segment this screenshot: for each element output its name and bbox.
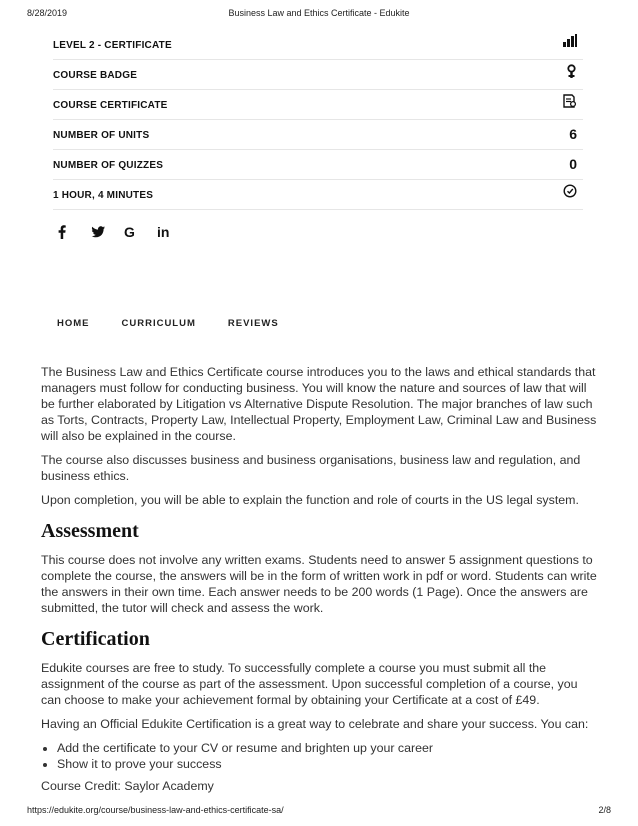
social-share-bar [58,222,190,242]
list-item: • Add the certificate to your CV or resume and brighten up your career [57,740,599,756]
units-value: 6 [569,126,577,142]
certification-paragraph-1: Edukite courses are free to study. To successfully complete a course you must submit all the assignment of the course as part of the assessment. Upon successful completion of a course, you can choose to make your achievement formal by obtaining your Certificate at a cost of £49. [41,661,578,707]
meta-label-units: NUMBER OF UNITS [53,130,150,141]
meta-label-quizzes: NUMBER OF QUIZZES [53,160,164,171]
meta-row-units [53,120,583,150]
course-credit: Course Credit: Saylor Academy [41,779,214,793]
print-header [27,8,611,20]
benefits-list [41,740,599,772]
intro-paragraph-1: The Business Law and Ethics Certificate course introduces you to the laws and ethical standards that managers must follow for conducting business. You will know the nature and sources of law that will be further elaborated by Litigation vs Alternative Dispute Resolution. The major branches of law such as Torts, Contracts, Property Law, Intellectual Property, Employment Law, Criminal Law and Business will also be explained in the course. [41,365,597,443]
meta-row-badge [53,60,583,90]
bar-chart-icon [563,34,577,47]
print-date: 8/28/2019 [27,8,68,18]
quizzes-value: 0 [569,156,577,172]
badge-icon [566,64,577,79]
linkedin-icon[interactable]: in [157,224,170,240]
google-icon[interactable]: G [124,224,135,240]
tab-home[interactable]: HOME [57,318,90,329]
print-footer [27,805,611,817]
meta-label-duration: 1 HOUR, 4 MINUTES [53,190,154,201]
facebook-icon[interactable] [58,222,91,242]
meta-label-certificate: COURSE CERTIFICATE [53,100,168,111]
meta-row-level [53,30,583,60]
twitter-icon[interactable] [91,222,124,242]
page-number: 2/8 [598,805,611,815]
print-title: Business Law and Ethics Certificate - Edukite [228,8,410,18]
meta-label-level: LEVEL 2 - CERTIFICATE [53,40,172,51]
intro-paragraph-3: Upon completion, you will be able to explain the function and role of courts in the US legal system. [41,493,579,507]
meta-label-badge: COURSE BADGE [53,70,138,81]
assessment-heading: Assessment [41,520,139,542]
assessment-paragraph: This course does not involve any written exams. Students need to answer 5 assignment questions to complete the course, the answers will be in the form of written work in pdf or word. Students can write the answers in their own time. Each answer needs to be 200 words (1 Page). Once the answers are submitted, the tutor will check and assess the work. [41,553,597,615]
course-tabs [57,318,311,329]
meta-row-certificate [53,90,583,120]
course-description [41,364,599,772]
certification-paragraph-2: Having an Official Edukite Certification is a great way to celebrate and share your success. You can: [41,717,589,731]
intro-paragraph-2: The course also discusses business and business organisations, business law and regulation, and business ethics. [41,453,581,483]
meta-row-quizzes [53,150,583,180]
certificate-icon [563,94,577,108]
tab-curriculum[interactable]: CURRICULUM [121,318,196,329]
course-meta-list [53,30,583,210]
list-item: • Show it to prove your success [57,756,599,772]
tab-reviews[interactable]: REVIEWS [227,318,279,329]
page-url: https://edukite.org/course/business-law-and-ethics-certificate-sa/ [27,805,284,815]
certification-heading: Certification [41,628,150,650]
clock-icon [563,184,577,198]
meta-row-duration [53,180,583,210]
